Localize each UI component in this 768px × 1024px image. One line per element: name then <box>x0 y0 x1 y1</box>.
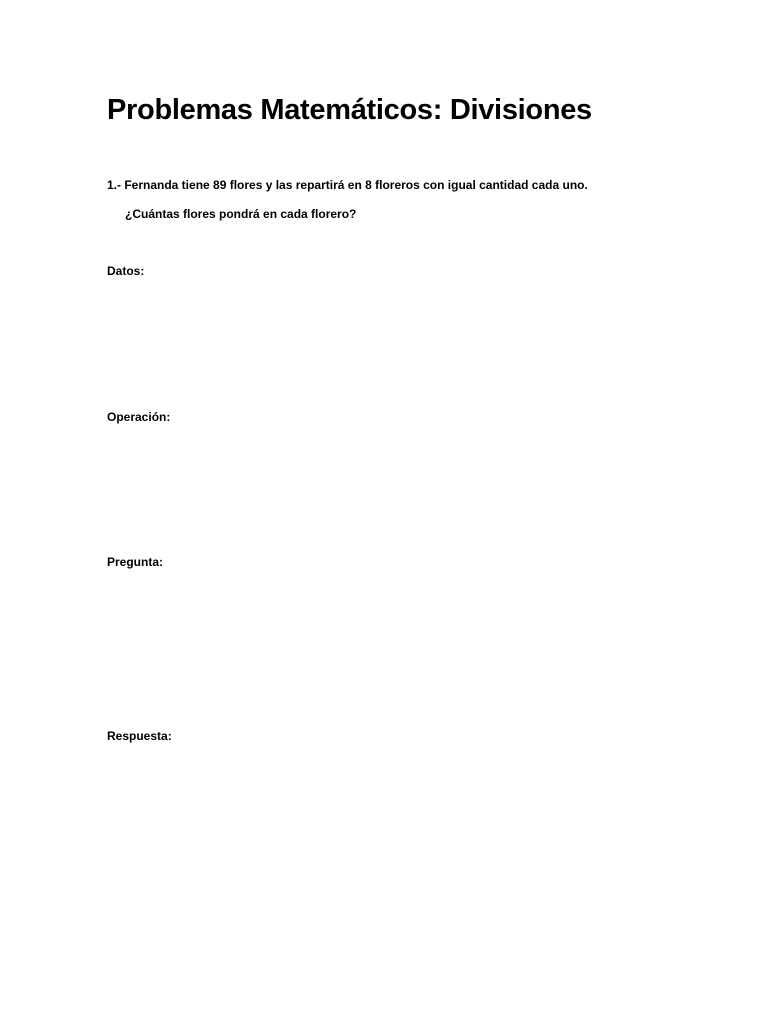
problem-statement: 1.- Fernanda tiene 89 flores y las repartirá en 8 floreros con igual cantidad cada uno. <box>107 178 588 192</box>
page-title: Problemas Matemáticos: Divisiones <box>107 94 592 126</box>
section-label-pregunta: Pregunta: <box>107 555 164 569</box>
section-label-datos: Datos: <box>107 264 145 278</box>
section-label-respuesta: Respuesta: <box>107 729 172 743</box>
section-label-operacion: Operación: <box>107 410 171 424</box>
problem-question: ¿Cuántas flores pondrá en cada florero? <box>125 207 357 221</box>
